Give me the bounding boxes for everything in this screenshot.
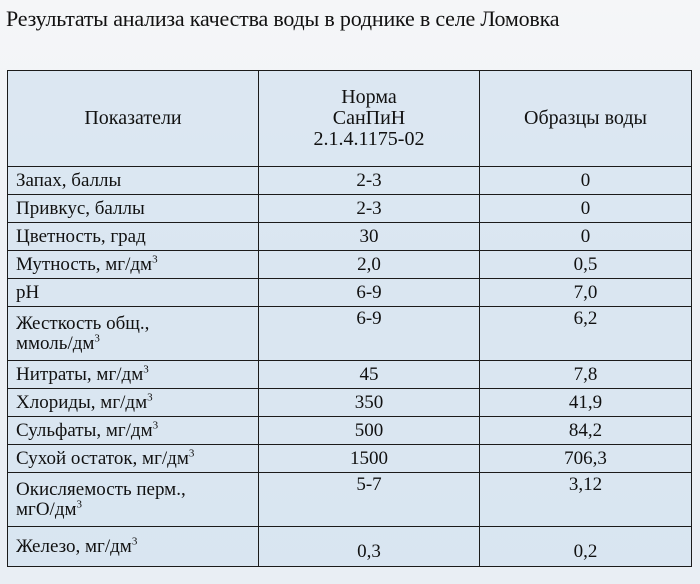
row-unit-superscript: 3 bbox=[94, 332, 100, 345]
header-norm-line3: 2.1.4.1175-02 bbox=[313, 128, 425, 150]
row-unit-superscript: 3 bbox=[152, 419, 159, 432]
table-row bbox=[8, 307, 692, 361]
row-unit-superscript: 3 bbox=[152, 253, 158, 266]
page-title: Результаты анализа качества воды в роднике в селе Ломовка bbox=[6, 6, 560, 31]
row-sample: 0 bbox=[480, 167, 692, 195]
row-norm: 2,0 bbox=[259, 251, 480, 279]
row-norm: 2-3 bbox=[259, 195, 480, 223]
row-norm: 1500 bbox=[259, 445, 480, 473]
row-name-cell bbox=[8, 389, 259, 417]
row-name-line2: ммоль/дм bbox=[16, 332, 95, 354]
table-row bbox=[8, 527, 692, 567]
water-quality-table bbox=[7, 70, 692, 567]
row-name-cell bbox=[8, 473, 259, 527]
row-sample: 7,8 bbox=[480, 361, 692, 389]
table-row bbox=[8, 251, 692, 279]
table-row bbox=[8, 445, 692, 473]
row-sample: 41,9 bbox=[480, 389, 692, 417]
row-name: Железо, мг/дм bbox=[16, 535, 132, 557]
row-name-cell bbox=[8, 307, 259, 361]
row-name-cell bbox=[8, 361, 259, 389]
table-row bbox=[8, 195, 692, 223]
row-name-cell bbox=[8, 417, 259, 445]
row-unit-superscript: 3 bbox=[188, 447, 195, 460]
row-name: Нитраты, мг/дм bbox=[16, 363, 144, 385]
row-sample: 6,2 bbox=[480, 307, 692, 361]
row-sample: 0 bbox=[480, 223, 692, 251]
row-sample: 0,2 bbox=[480, 527, 692, 567]
header-norm bbox=[259, 71, 480, 167]
row-unit-superscript: 3 bbox=[147, 391, 153, 404]
row-name: Запах, баллы bbox=[8, 167, 259, 195]
row-norm: 0,3 bbox=[259, 527, 480, 567]
row-sample: 3,12 bbox=[480, 473, 692, 527]
row-name-cell bbox=[8, 445, 259, 473]
row-name: Мутность, мг/дм bbox=[16, 253, 153, 275]
row-name: Сульфаты, мг/дм bbox=[16, 419, 153, 441]
row-unit-superscript: 3 bbox=[76, 498, 83, 511]
table-row bbox=[8, 279, 692, 307]
row-norm: 2-3 bbox=[259, 167, 480, 195]
header-samples: Образцы воды bbox=[480, 71, 692, 167]
row-name: Сухой остаток, мг/дм bbox=[16, 447, 189, 469]
row-unit-superscript: 3 bbox=[143, 363, 149, 376]
row-sample: 706,3 bbox=[480, 445, 692, 473]
row-norm: 500 bbox=[259, 417, 480, 445]
row-sample: 0 bbox=[480, 195, 692, 223]
row-norm: 6-9 bbox=[259, 279, 480, 307]
row-name-line1: Жесткость общ., bbox=[16, 312, 150, 334]
row-sample: 84,2 bbox=[480, 417, 692, 445]
row-norm: 6-9 bbox=[259, 307, 480, 361]
row-name-line2: мгО/дм bbox=[16, 498, 77, 520]
row-norm: 5-7 bbox=[259, 473, 480, 527]
row-name: Привкус, баллы bbox=[8, 195, 259, 223]
header-indicators: Показатели bbox=[8, 71, 259, 167]
row-name: pH bbox=[8, 279, 259, 307]
table-row bbox=[8, 473, 692, 527]
table-row bbox=[8, 167, 692, 195]
row-name-line2-wrap bbox=[16, 334, 252, 354]
row-sample: 7,0 bbox=[480, 279, 692, 307]
row-norm: 45 bbox=[259, 361, 480, 389]
row-name: Хлориды, мг/дм bbox=[16, 391, 148, 413]
table-row bbox=[8, 361, 692, 389]
row-name-cell bbox=[8, 527, 259, 567]
table-row bbox=[8, 389, 692, 417]
header-norm-line1: Норма bbox=[341, 86, 397, 108]
row-name: Цветность, град bbox=[8, 223, 259, 251]
table-header-row bbox=[8, 71, 692, 167]
row-sample: 0,5 bbox=[480, 251, 692, 279]
header-norm-line2: СанПиН bbox=[332, 107, 406, 129]
row-name-line1: Окисляемость перм., bbox=[16, 478, 186, 500]
table-row bbox=[8, 417, 692, 445]
row-norm: 350 bbox=[259, 389, 480, 417]
row-name-line2-wrap bbox=[16, 500, 252, 520]
row-unit-superscript: 3 bbox=[131, 535, 138, 548]
row-norm: 30 bbox=[259, 223, 480, 251]
row-name-cell bbox=[8, 251, 259, 279]
table-row bbox=[8, 223, 692, 251]
